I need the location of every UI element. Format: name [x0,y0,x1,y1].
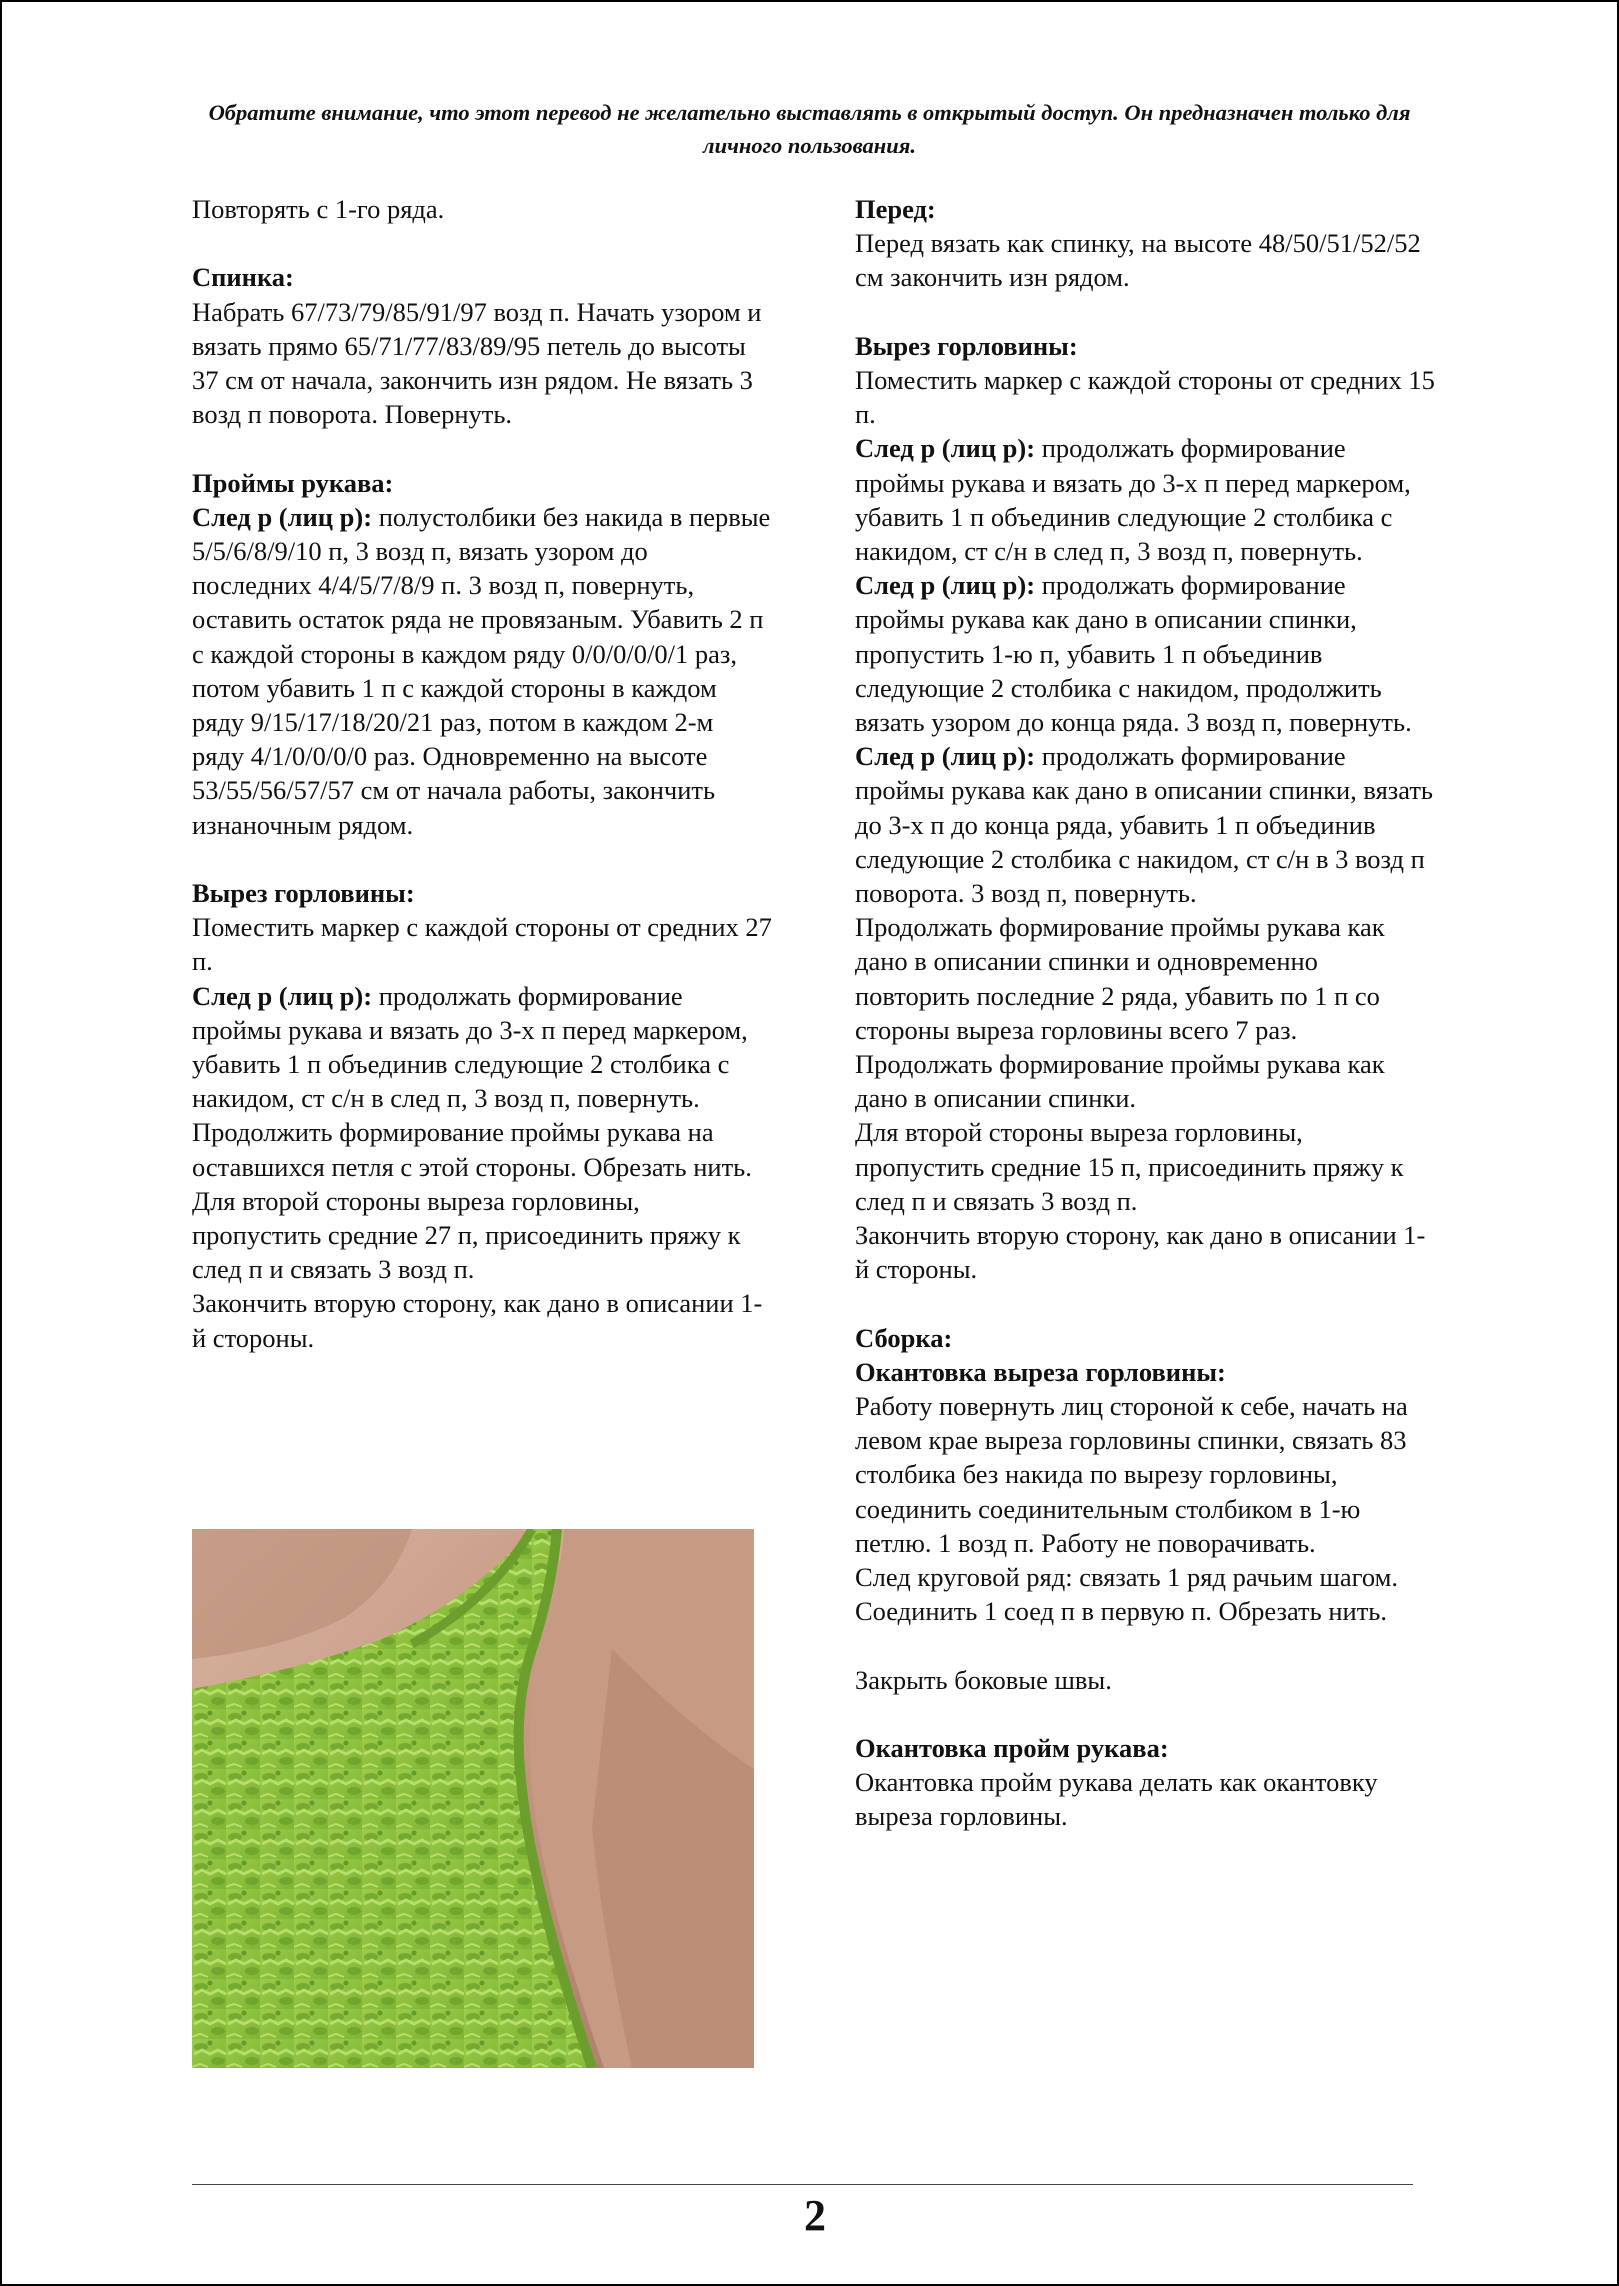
right-column [855,192,1435,1834]
neckline-heading: Вырез горловины: [192,878,415,909]
front-row3-paragraph [855,739,1435,910]
neckline-row-paragraph [192,979,772,1116]
neck-edging-text: Работу повернуть лиц стороной к себе, начать на левом крае выреза горловины спинки, связать 83 столбика без накида по вырезу горловины, соединить соединительным столбиком в 1-ю петлю. 1 возд п. Работу не поворачивать. [855,1391,1408,1558]
back-text: Набрать 67/73/79/85/91/97 возд п. Начать узором и вязать прямо 65/71/77/83/89/95 петель до высоты 37 см от начала, закончить изн рядом. Не вязать 3 возд п поворота. Повернуть. [192,296,762,430]
front-continue-text: Продолжать формирование проймы рукава как дано в описании спинки и одновременно повторить последние 2 ряда, убавить по 1 п со стороны выреза горловины всего 7 раз. Продолжать формирование проймы рукава как дано в описании спинки. [855,912,1385,1114]
neckline-marker-text: Поместить маркер с каждой стороны от средних 27 п. [192,912,772,977]
neck-edging-heading: Окантовка выреза горловины: [855,1356,1226,1387]
front-neckline-marker-text: Поместить маркер с каждой стороны от средних 15 п. [855,365,1435,430]
intro-text: Повторять с 1-го ряда. [192,194,445,224]
front-finish-text: Закончить вторую сторону, как дано в описании 1-й стороны. [855,1220,1426,1285]
front-row2-paragraph [855,568,1435,739]
front-second-side-text: Для второй стороны выреза горловины, пропустить средние 15 п, присоединить пряжу к след п и связать 3 возд п. [855,1117,1404,1216]
front-text: Перед вязать как спинку, на высоте 48/50/51/52/52 см закончить изн рядом. [855,228,1421,293]
front-row3-text: продолжать формирование проймы рукава как дано в описании спинки, вязать до 3-х п до конца ряда, убавить 1 п объединив следующие 2 столбика с накидом, ст с/н в 3 возд п поворота. 3 возд п, повернуть. [855,741,1433,909]
assembly-heading: Сборка: [855,1322,953,1353]
knit-photo [192,1529,754,2068]
front-row1-paragraph [855,431,1435,568]
row-label: След р (лиц р): [192,501,373,532]
page-number: 2 [804,2191,826,2240]
side-seams-text: Закрыть боковые швы. [855,1664,1112,1695]
left-column [192,192,772,1355]
front-neckline-heading: Вырез горловины: [855,330,1078,361]
row-label: След р (лиц р): [192,980,373,1011]
front-heading: Перед: [855,194,936,224]
row-label: След р (лиц р): [855,570,1036,601]
footer-rule [192,2184,1413,2185]
privacy-notice: Обратите внимание, что этот перевод не желательно выставлять в открытый доступ. Он предназначен только для личного пользования. [208,100,1411,158]
armholes-paragraph [192,500,772,842]
neckline-continue-text: Продолжить формирование проймы рукава на оставшихся петля с этой стороны. Обрезать нить. [192,1117,752,1182]
armhole-edging-heading: Окантовка пройм рукава: [855,1733,1169,1764]
armhole-edging-text: Окантовка пройм рукава делать как окантовку выреза горловины. [855,1767,1378,1832]
neckline-row-text: продолжать формирование проймы рукава и вязать до 3-х п перед маркером, убавить 1 п объединив следующие 2 столбика с накидом, ст с/н в след п, 3 возд п, повернуть. [192,980,748,1114]
front-row2-text: продолжать формирование проймы рукава как дано в описании спинки, пропустить 1-ю п, убавить 1 п объединив следующие 2 столбика с накидом, продолжить вязать узором до конца ряда. 3 возд п, повернуть. [855,570,1412,738]
row-label: След р (лиц р): [855,741,1036,772]
knit-photo-image [192,1529,754,2068]
armholes-text: полустолбики без накида в первые 5/5/6/8/9/10 п, 3 возд п, вязать узором до последних 4/4/5/7/8/9 п. 3 возд п, повернуть, оставить остаток ряда не провязаным. Убавить 2 п с каждой стороны в каждом ряду 0/0/0/0/0/1 раз, потом убавить 1 п с каждой стороны в каждом ряду 9/15/17/18/20/21 раз, потом в каждом 2-м ряду 4/1/0/0/0/0 раз. Одновременно на высоте 53/55/56/57/57 см от начала работы, закончить изнаночным рядом. [192,501,771,840]
front-row1-text: продолжать формирование проймы рукава и вязать до 3-х п перед маркером, убавить 1 п объединив следующие 2 столбика с накидом, ст с/н в след п, 3 возд п, повернуть. [855,433,1411,567]
row-label: След р (лиц р): [855,433,1036,464]
armholes-heading: Проймы рукава: [192,467,394,498]
round-row-text: След круговой ряд: связать 1 ряд рачьим шагом. Соединить 1 соед п в первую п. Обрезать нить. [855,1562,1399,1627]
neckline-finish-text: Закончить вторую сторону, как дано в описании 1-й стороны. [192,1288,763,1353]
back-heading: Спинка: [192,262,294,293]
neckline-second-side-text: Для второй стороны выреза горловины, пропустить средние 27 п, присоединить пряжу к след п и связать 3 возд п. [192,1185,741,1285]
